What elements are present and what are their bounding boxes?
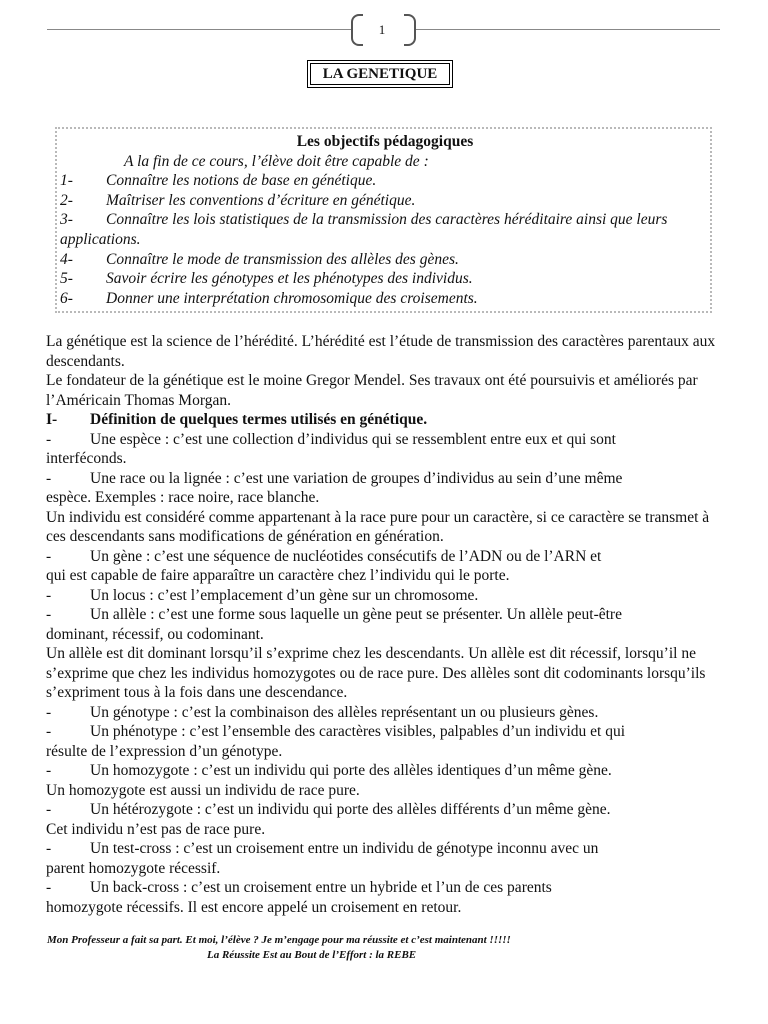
definition-item xyxy=(46,761,722,781)
definition-continuation: homozygote récessifs. Il est encore appelé un croisement en retour. xyxy=(46,898,462,916)
page-number-bracket-right xyxy=(404,14,416,46)
dash-marker: - xyxy=(46,801,52,818)
allele-paragraph: Un allèle est dit dominant lorsqu’il s’exprime chez les descendants. Un allèle est dit récessif, lorsqu’il ne s’exprime que chez les individus homozygotes ou de race pure. Des allèles sont dit codominants lorsqu’ils s’expriment tous à la fois dans une descendance. xyxy=(46,645,706,701)
header-rule-left xyxy=(47,29,353,30)
dash-marker: - xyxy=(46,606,52,623)
objectives-intro: A la fin de ce cours, l’élève doit être capable de : xyxy=(124,152,429,170)
definition-item xyxy=(46,547,722,567)
definition-continuation: parent homozygote récessif. xyxy=(46,859,221,877)
objective-item xyxy=(60,250,710,270)
definition-continuation: dominant, récessif, ou codominant. xyxy=(46,625,264,643)
definition-text: Un phénotype : c’est l’ensemble des caractères visibles, palpables d’un individu et qui xyxy=(90,723,626,740)
objective-text: Donner une interprétation chromosomique des croisements. xyxy=(106,289,478,307)
objectives-section xyxy=(60,132,710,308)
definition-text: Un gène : c’est une séquence de nucléotides consécutifs de l’ADN ou de l’ARN et xyxy=(90,547,602,565)
dash-marker: - xyxy=(46,430,52,448)
dash-marker: - xyxy=(46,723,52,740)
objective-number: 4- xyxy=(60,250,73,268)
footer-slogan: La Réussite Est au Bout de l’Effort : la REBE xyxy=(207,949,417,961)
definition-text: Un allèle : c’est une forme sous laquelle un gène peut se présenter. Un allèle peut-être xyxy=(90,606,622,623)
definition-continuation: Cet individu n’est pas de race pure. xyxy=(46,820,266,838)
definition-text: Un locus : c’est l’emplacement d’un gène sur un chromosome. xyxy=(90,586,479,604)
section-heading xyxy=(46,410,722,430)
definition-item xyxy=(46,800,722,820)
objective-number: 2- xyxy=(60,191,73,209)
objective-item xyxy=(60,210,710,249)
definition-continuation: résulte de l’expression d’un génotype. xyxy=(46,742,283,760)
definition-item xyxy=(46,430,722,450)
dash-marker: - xyxy=(46,469,52,487)
objective-text: Maîtriser les conventions d’écriture en génétique. xyxy=(106,191,416,209)
section-title: Définition de quelques termes utilisés en génétique. xyxy=(90,411,428,428)
definition-continuation: qui est capable de faire apparaître un caractère chez l’individu qui le porte. xyxy=(46,567,510,584)
definition-item xyxy=(46,878,722,898)
definition-text: Une race ou la lignée : c’est une variation de groupes d’individus au sein d’une même xyxy=(90,469,623,487)
objective-item xyxy=(60,171,710,191)
founder-paragraph: Le fondateur de la génétique est le moine Gregor Mendel. Ses travaux ont été poursuivis et améliorés par l’Américain Thomas Morgan. xyxy=(46,372,698,409)
objective-item xyxy=(60,289,710,309)
page-number: 1 xyxy=(378,22,386,37)
definition-text: Une espèce : c’est une collection d’individus qui se ressemblent entre eux et qui sont xyxy=(90,430,616,448)
footer-motto: Mon Professeur a fait sa part. Et moi, l’élève ? Je m’engage pour ma réussite et c’est maintenant !!!!! xyxy=(47,934,511,946)
definition-continuation: interféconds. xyxy=(46,450,127,467)
dash-marker: - xyxy=(46,547,52,565)
definition-item xyxy=(46,605,722,625)
definition-item xyxy=(46,839,722,859)
main-content xyxy=(46,332,722,917)
definition-continuation: espèce. Exemples : race noire, race blanche. xyxy=(46,489,320,506)
objectives-heading: Les objectifs pédagogiques xyxy=(296,133,474,150)
header-rule-right xyxy=(414,29,720,30)
intro-paragraph: La génétique est la science de l’hérédité. L’hérédité est l’étude de transmission des caractères parentaux aux descendants. xyxy=(46,333,716,370)
objective-text: Connaître les lois statistiques de la transmission des caractères héréditaire ainsi que leurs applications. xyxy=(60,211,668,248)
definition-text: Un génotype : c’est la combinaison des allèles représentant un ou plusieurs gènes. xyxy=(90,703,599,721)
document-title-box xyxy=(307,60,453,88)
definition-continuation: Un homozygote est aussi un individu de race pure. xyxy=(46,781,360,799)
objective-text: Connaître les notions de base en génétique. xyxy=(106,172,377,190)
race-pure-paragraph: Un individu est considéré comme appartenant à la race pure pour un caractère, si ce caractère se transmet à ces descendants sans modifications de génération en génération. xyxy=(46,508,710,545)
definition-text: Un hétérozygote : c’est un individu qui porte des allèles différents d’un même gène. xyxy=(90,801,611,818)
definition-text: Un test-cross : c’est un croisement entre un individu de génotype inconnu avec un xyxy=(90,840,599,857)
dash-marker: - xyxy=(46,703,52,721)
definition-text: Un back-cross : c’est un croisement entre un hybride et l’un de ces parents xyxy=(90,879,552,896)
document-title: LA GENETIQUE xyxy=(310,63,450,85)
definition-item xyxy=(46,469,722,489)
objective-number: 3- xyxy=(60,211,73,229)
definition-item xyxy=(46,703,722,723)
definition-text: Un homozygote : c’est un individu qui porte des allèles identiques d’un même gène. xyxy=(90,762,612,779)
objective-text: Connaître le mode de transmission des allèles des gènes. xyxy=(106,250,459,268)
dash-marker: - xyxy=(46,879,52,896)
section-number: I- xyxy=(46,411,58,428)
dash-marker: - xyxy=(46,586,52,604)
definition-item xyxy=(46,586,722,606)
objective-number: 1- xyxy=(60,172,73,190)
dash-marker: - xyxy=(46,762,52,779)
definition-item xyxy=(46,722,722,742)
dash-marker: - xyxy=(46,840,52,857)
objective-text: Savoir écrire les génotypes et les phénotypes des individus. xyxy=(106,270,473,288)
objective-item xyxy=(60,269,710,289)
objective-number: 5- xyxy=(60,270,73,288)
objective-number: 6- xyxy=(60,289,73,307)
objective-item xyxy=(60,191,710,211)
footer xyxy=(47,933,727,963)
